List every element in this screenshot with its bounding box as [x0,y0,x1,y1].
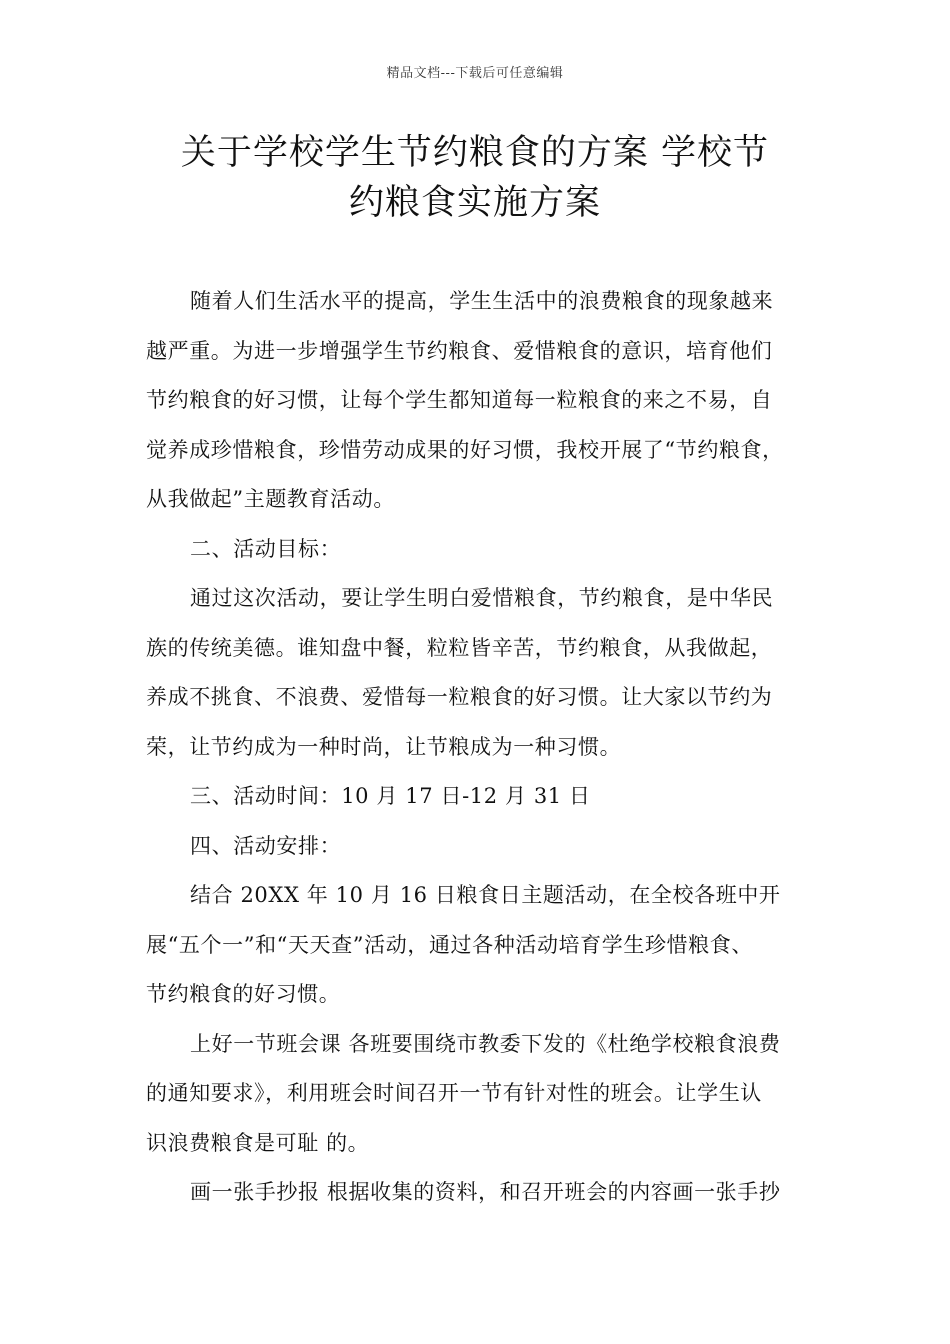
text-line: 随着人们生活水平的提高，学生生活中的浪费粮食的现象越来 [190,289,774,313]
text-line: 上好一节班会课 各班要围绕市教委下发的《杜绝学校粮食浪费 [190,1031,781,1056]
paragraph-goals [146,574,826,772]
paragraph-class-meeting [146,1020,826,1169]
text-line: 识浪费粮食是可耻 的。 [146,1130,370,1155]
text-line: 越严重。为进一步增强学生节约粮食、爱惜粮食的意识，培育他们 [146,338,773,363]
document-body [146,277,826,1218]
text-line: 画一张手抄报 根据收集的资料，和召开班会的内容画一张手抄 [190,1180,781,1204]
text-line: 结合 20XX 年 10 月 16 日粮食日主题活动，在全校各班中开 [190,883,781,907]
text-line: 觉养成珍惜粮食，珍惜劳动成果的好习惯，我校开展了“节约粮食， [146,437,784,462]
document-title [130,128,820,228]
text-line: 养成不挑食、不浪费、爱惜每一粒粮食的好习惯。让大家以节约为 [146,685,773,709]
text-line: 从我做起”主题教育活动。 [146,487,395,511]
page-header-note: 精品文档---下载后可任意编辑 [386,66,564,81]
text-line: 三、活动时间：10 月 17 日-12 月 31 日 [190,784,591,808]
text-line: 节约粮食的好习惯，让每个学生都知道每一粒粮食的来之不易，自 [146,388,773,412]
title-line: 关于学校学生节约粮食的方案 学校节 [180,133,770,173]
text-line: 二、活动目标： [190,536,342,561]
paragraph-intro [146,277,826,525]
text-line: 族的传统美德。谁知盘中餐，粒粒皆辛苦，节约粮食，从我做起， [146,635,773,660]
text-line: 的通知要求》，利用班会时间召开一节有针对性的班会。让学生认 [146,1081,762,1105]
section-heading-time [146,772,826,822]
text-line: 节约粮食的好习惯。 [146,982,341,1006]
text-line: 展“五个一”和“天天查”活动，通过各种活动培育学生珍惜粮食、 [146,932,753,957]
title-line: 约粮食实施方案 [348,183,601,223]
text-line: 通过这次活动，要让学生明白爱惜粮食，节约粮食，是中华民 [190,586,774,610]
text-line: 荣，让节约成为一种时尚，让节粮成为一种习惯。 [146,734,622,759]
section-heading-goals [146,525,826,575]
text-line: 四、活动安排： [190,833,342,858]
section-heading-arrangement [146,822,826,872]
paragraph-arrangement [146,871,826,1020]
paragraph-handwritten-poster [146,1168,826,1218]
